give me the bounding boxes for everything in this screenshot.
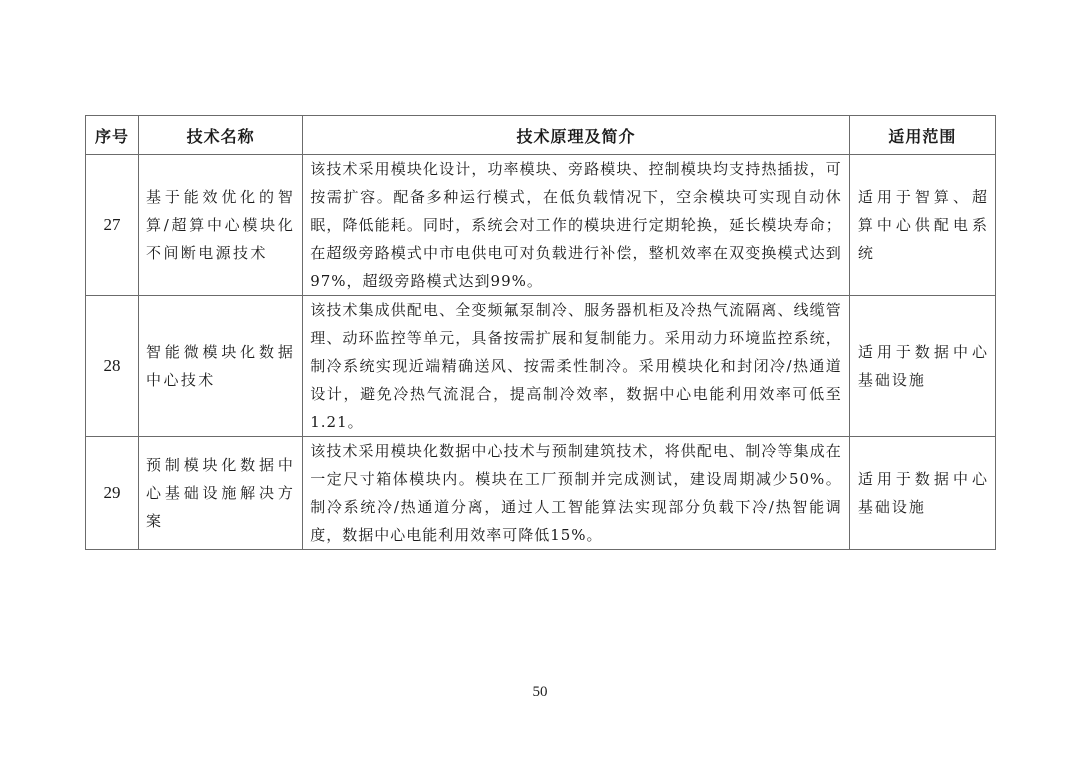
header-description: 技术原理及简介 <box>303 116 850 155</box>
header-row <box>86 116 996 155</box>
row-number: 29 <box>86 437 139 550</box>
header-number: 序号 <box>86 116 139 155</box>
header-scope: 适用范围 <box>849 116 995 155</box>
technology-name: 智能微模块化数据中心技术 <box>139 296 303 437</box>
technology-name: 基于能效优化的智算/超算中心模块化不间断电源技术 <box>139 155 303 296</box>
technology-description: 该技术采用模块化数据中心技术与预制建筑技术，将供配电、制冷等集成在一定尺寸箱体模块内。模块在工厂预制并完成测试，建设周期减少50%。制冷系统冷/热通道分离，通过人工智能算法实现部分负载下冷/热智能调度，数据中心电能利用效率可降低15%。 <box>303 437 850 550</box>
technology-description: 该技术集成供配电、全变频氟泵制冷、服务器机柜及冷热气流隔离、线缆管理、动环监控等单元，具备按需扩展和复制能力。采用动力环境监控系统，制冷系统实现近端精确送风、按需柔性制冷。采用模块化和封闭冷/热通道设计，避免冷热气流混合，提高制冷效率，数据中心电能利用效率可低至1.21。 <box>303 296 850 437</box>
applicable-scope: 适用于智算、超算中心供配电系统 <box>849 155 995 296</box>
page-number: 50 <box>532 684 548 700</box>
row-number: 28 <box>86 296 139 437</box>
row-number: 27 <box>86 155 139 296</box>
table-header <box>86 116 996 155</box>
technology-name: 预制模块化数据中心基础设施解决方案 <box>139 437 303 550</box>
header-name: 技术名称 <box>139 116 303 155</box>
table-body <box>86 155 996 550</box>
table-row <box>86 155 996 296</box>
applicable-scope: 适用于数据中心基础设施 <box>849 296 995 437</box>
technology-table <box>85 115 996 550</box>
table-row <box>86 296 996 437</box>
table-row <box>86 437 996 550</box>
applicable-scope: 适用于数据中心基础设施 <box>849 437 995 550</box>
technology-description: 该技术采用模块化设计，功率模块、旁路模块、控制模块均支持热插拔，可按需扩容。配备多种运行模式，在低负载情况下，空余模块可实现自动休眠，降低能耗。同时，系统会对工作的模块进行定期轮换，延长模块寿命；在超级旁路模式中市电供电可对负载进行补偿，整机效率在双变换模式达到97%，超级旁路模式达到99%。 <box>303 155 850 296</box>
